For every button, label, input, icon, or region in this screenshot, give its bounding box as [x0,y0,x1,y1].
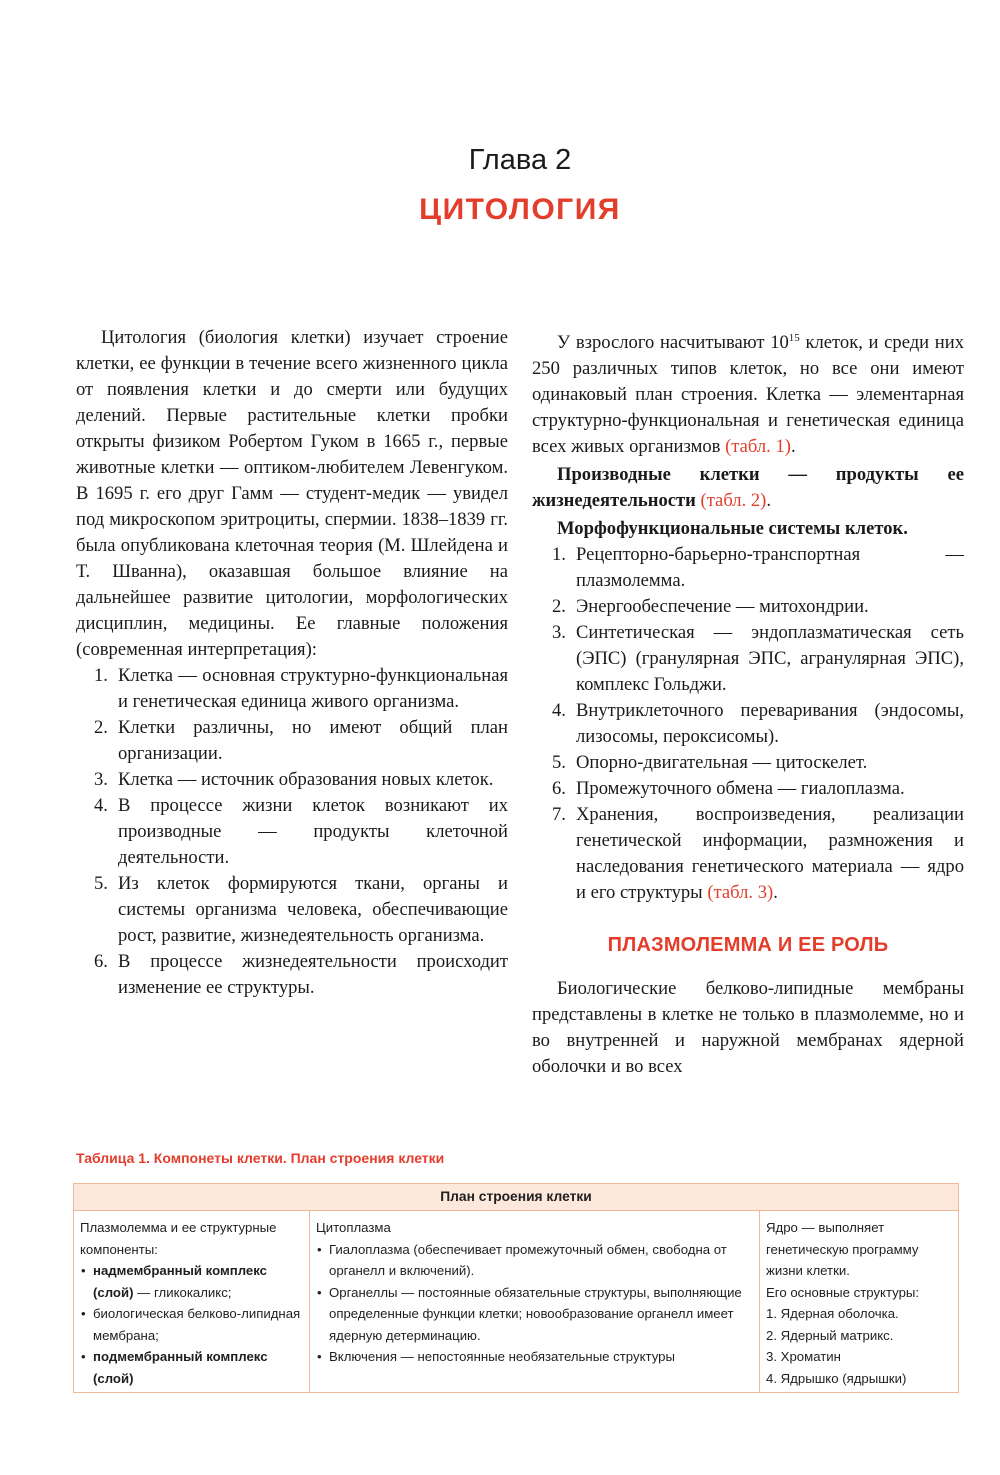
list-item-number: 3. [94,769,108,790]
right-column [532,325,964,1080]
list-item [76,949,508,1001]
list-item-text: В процессе жизнедеятельности происходит изменение ее структуры. [118,951,508,998]
exponent: 15 [788,332,800,344]
list-item [76,871,508,949]
list-item-text: Внутриклеточного переваривания (эндосомы, лизосомы, пероксисомы). [576,700,964,748]
cell-title: Цитоплазма [316,1220,391,1235]
morpho-systems-heading: Морфофункциональные системы клеток. [557,518,908,540]
list-item [532,750,964,776]
nucleus-cell [760,1211,958,1392]
list-item-number: 1. [94,665,108,686]
cytoplasm-cell [310,1211,760,1392]
list-item-text: Клетка — источник образования новых клеток. [118,769,494,790]
list-item-text: Из клеток формируются ткани, органы и системы организма человека, обеспечивающие рост, развитие, жизнедеятельность организма. [118,873,508,946]
chapter-number: Глава 2 [468,144,572,176]
list-item: 1. Ядерная оболочка. [766,1306,899,1321]
paragraph-end: . [766,490,772,512]
list-item-end: . [773,882,778,904]
list-item [532,542,964,594]
chapter-header [0,142,1000,230]
list-item-text: В процессе жизни клеток возникают их производные — продукты клеточной деятельности. [118,795,508,868]
list-item-number: 5. [552,752,566,774]
paragraph-text: Производные клетки — продукты ее жизнедеятельности [532,464,964,512]
list-item: 4. Ядрышко (ядрышки) [766,1370,907,1386]
list-item-number: 6. [94,951,108,972]
list-item-text: Синтетическая — эндоплазматическая сеть (ЭПС) (гранулярная ЭПС, агранулярная ЭПС), комплекс Гольджи. [576,622,964,696]
paragraph-text: клеток, и среди них 250 различных типов клеток, но все они имеют одинаковый план строения. Клетка — элементарная структурно-функциональная и генетическая единица всех живых организмов [532,332,964,458]
paragraph-text: У взрослого насчитывают 10 [557,332,789,354]
list-item [76,663,508,715]
list-item [532,776,964,802]
list-item [532,698,964,750]
list-item-text: Промежуточного обмена — гиалоплазма. [576,778,905,800]
list-item-number: 1. [552,544,566,566]
section-paragraph: Биологические белково-липидные мембраны представлены в клетке не только в плазмолемме, но и во внутренней и наружной мембранах ядерной оболочки и во всех [532,978,964,1078]
list-item-number: 6. [552,778,566,800]
bullet-item: • Органеллы — постоянные обязательные структуры, выполняющие определенные функции клетки; новообразование органелл имеет ядерную детерминацию. [316,1282,753,1347]
list-item-number: 4. [94,795,108,816]
table-caption: Таблица 1. Компонеты клетки. План строения клетки [76,1150,445,1166]
paragraph-end: . [790,436,796,458]
list-item [76,715,508,767]
cell-theory-list [76,663,508,1001]
bullet-text: — гликокаликс; [133,1284,232,1300]
cells-count-paragraph [532,325,964,460]
list-item-number: 4. [552,700,566,722]
list-item-text: Рецепторно-барьерно-транспортная — плазмолемма. [576,544,964,592]
cell-structure-table [73,1183,959,1393]
bullet-item [80,1346,303,1389]
list-item-number: 2. [552,596,566,618]
bullet-item: • Гиалоплазма (обеспечивает промежуточный обмен, свободна от органелл и включений). [316,1239,753,1282]
list-item [532,620,964,698]
section-heading: ПЛАЗМОЛЕММА И ЕЕ РОЛЬ [607,934,889,957]
list-item-text: Хранения, воспроизведения, реализации генетической информации, размножения и наследования генетического материала — ядро и его структуры [576,804,964,904]
intro-paragraph: Цитология (биология клетки) изучает строение клетки, ее функции в течение всего жизненного цикла от появления клетки и до смерти или будущих делений. Первые растительные клетки пробки открыты физиком Робертом Гуком в 1665 г., первые животные клетки — оптиком-любителем Левенгуком. В 1695 г. его друг Гамм — студент-медик — увидел под микроскопом эритроциты, спермии. 1838–1839 гг. была опубликована клеточная теория (М. Шлейдена и Т. Шванна), оказавшая большое влияние на дальнейшее развитие цитологии, морфологических дисциплин, медицины. Ее главные положения (современная интерпретация): [76,327,508,660]
list-item-number: 5. [94,873,108,894]
nucleus-structures-list [766,1303,952,1389]
list-item [76,793,508,871]
list-item-text: Клетки различны, но имеют общий план организации. [118,717,508,764]
table-body [74,1211,958,1392]
bullet-list [80,1260,303,1389]
list-item-text: Энергообеспечение — митохондрии. [576,596,869,618]
bullet-item [80,1260,303,1303]
list-item-number: 7. [552,804,566,826]
derived-cells-paragraph [532,462,964,514]
bullet-list [316,1239,753,1368]
bullet-item: • биологическая белково-липидная мембрана; [80,1303,303,1346]
bullet-bold-text: надмембранный комплекс (слой) [93,1263,267,1300]
table-header: План строения клетки [74,1184,958,1211]
bullet-bold-text: подмембранный комплекс (слой) [93,1349,268,1386]
morpho-systems-list [532,542,964,906]
list-item: 2. Ядерный матрикс. [766,1327,894,1343]
list-item: 3. Хроматин [766,1349,841,1364]
list-item-number: 2. [94,717,108,738]
table-3-reference-link[interactable]: (табл. 3) [707,882,774,904]
plasmalemma-cell [74,1211,310,1392]
list-item [76,767,508,793]
list-item-number: 3. [552,622,566,644]
cell-subtitle: Его основные структуры: [766,1284,920,1300]
cell-intro: Ядро — выполняет генетическую программу жизни клетки. [766,1220,919,1278]
table-1-reference-link[interactable]: (табл. 1) [725,436,791,458]
list-item-text: Клетка — основная структурно-функциональная и генетическая единица живого организма. [118,665,508,712]
list-item [532,802,964,906]
chapter-title: ЦИТОЛОГИЯ [419,193,621,226]
list-item-text: Опорно-двигательная — цитоскелет. [576,752,868,774]
table-2-reference-link[interactable]: (табл. 2) [700,490,767,512]
left-column [76,325,508,1001]
bullet-item: • Включения — непостоянные необязательные структуры [316,1346,753,1368]
cell-intro: Плазмолемма и ее структурные компоненты: [80,1220,277,1257]
list-item [532,594,964,620]
